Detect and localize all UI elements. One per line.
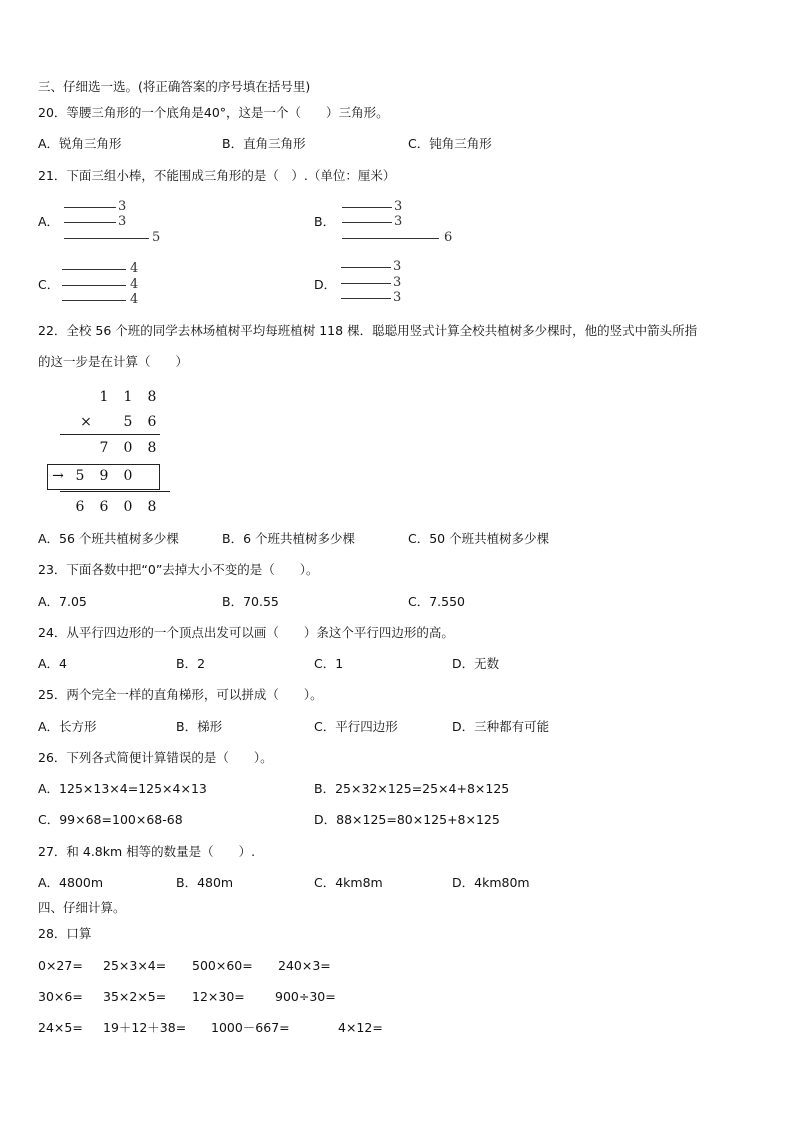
digit: 5 <box>123 414 133 430</box>
q22-option-a: A．56 个班共植树多少棵 <box>38 531 179 546</box>
problem: 35×2×5= <box>103 989 167 1004</box>
digit: 6 <box>75 499 85 515</box>
q21-option-a-letter: A． <box>38 214 60 229</box>
digit: 8 <box>147 440 157 456</box>
digit: 5 <box>75 468 85 484</box>
q25-stem: 25．两个完全一样的直角梯形，可以拼成（ ）。 <box>38 687 323 702</box>
q23-option-c: C．7.550 <box>408 594 466 609</box>
stick-length: 3 <box>393 290 402 305</box>
stick <box>341 267 391 268</box>
q27-option-c: C．4km8m <box>314 875 383 890</box>
stick-length: 3 <box>393 259 402 274</box>
stick <box>64 238 149 239</box>
q25-option-b: B．梯形 <box>176 719 223 734</box>
q21-stem: 21．下面三组小棒，不能围成三角形的是（ ）.（单位：厘米） <box>38 168 396 183</box>
q27-option-d: D．4km80m <box>452 875 530 890</box>
divider-line <box>60 434 160 435</box>
digit: 0 <box>123 499 133 515</box>
q27-option-b: B．480m <box>176 875 234 890</box>
problem: 25×3×4= <box>103 958 167 973</box>
digit: 7 <box>99 440 109 456</box>
q22-option-c: C．50 个班共植树多少棵 <box>408 531 550 546</box>
stick <box>62 269 126 270</box>
q22-stem-line1: 22．全校 56 个班的同学去林场植树平均每班植树 118 棵．聪聪用竖式计算全校共植树多少棵时，他的竖式中箭头所指 <box>38 323 698 338</box>
problem: 240×3= <box>278 958 331 973</box>
q27-stem: 27．和 4.8km 相等的数量是（ ）. <box>38 844 256 859</box>
problem: 12×30= <box>192 989 245 1004</box>
q25-option-d: D．三种都有可能 <box>452 719 550 734</box>
section-4-title: 四、仔细计算。 <box>38 900 126 915</box>
problem: 24×5= <box>38 1020 83 1035</box>
q20-option-a: A．锐角三角形 <box>38 136 122 151</box>
q21-option-d-letter: D． <box>314 277 337 292</box>
problem: 500×60= <box>192 958 253 973</box>
section-3-title: 三、仔细选一选。(将正确答案的序号填在括号里) <box>38 79 311 94</box>
problem: 900÷30= <box>275 989 336 1004</box>
stick <box>62 300 126 301</box>
stick <box>341 298 391 299</box>
stick-length: 5 <box>152 230 161 245</box>
stick <box>341 283 391 284</box>
q25-option-c: C．平行四边形 <box>314 719 398 734</box>
times-sign: × <box>80 414 92 430</box>
digit: 8 <box>147 499 157 515</box>
q26-option-b: B．25×32×125=25×4+8×125 <box>314 781 510 796</box>
divider-line <box>60 491 170 492</box>
problem: 30×6= <box>38 989 83 1004</box>
q20-option-b: B．直角三角形 <box>222 136 306 151</box>
q22-option-b: B．6 个班共植树多少棵 <box>222 531 356 546</box>
stick-length: 6 <box>444 230 453 245</box>
q25-option-a: A．长方形 <box>38 719 97 734</box>
stick <box>342 222 392 223</box>
q26-option-d: D．88×125=80×125+8×125 <box>314 812 500 827</box>
problem: 0×27= <box>38 958 83 973</box>
q21-option-b-letter: B． <box>314 214 336 229</box>
stick-length: 3 <box>118 214 127 229</box>
q23-stem: 23．下面各数中把“0”去掉大小不变的是（ ）。 <box>38 562 319 577</box>
q21-option-c-letter: C． <box>38 277 60 292</box>
stick-length: 4 <box>130 277 139 292</box>
digit: 0 <box>123 440 133 456</box>
problem: 19＋12＋38= <box>103 1020 187 1035</box>
stick <box>342 207 392 208</box>
stick <box>342 238 439 239</box>
problem: 1000－667= <box>211 1020 290 1035</box>
digit: 6 <box>99 499 109 515</box>
q24-option-b: B．2 <box>176 656 206 671</box>
problem: 4×12= <box>338 1020 383 1035</box>
q27-option-a: A．4800m <box>38 875 104 890</box>
digit: 6 <box>147 414 157 430</box>
stick-length: 3 <box>118 199 127 214</box>
stick <box>64 207 116 208</box>
stick <box>62 285 126 286</box>
stick-length: 3 <box>393 275 402 290</box>
q24-option-d: D．无数 <box>452 656 500 671</box>
stick-length: 4 <box>130 292 139 307</box>
q20-option-c: C．钝角三角形 <box>408 136 492 151</box>
q26-option-c: C．99×68=100×68-68 <box>38 812 183 827</box>
q26-stem: 26．下列各式简便计算错误的是（ ）。 <box>38 750 273 765</box>
digit: 8 <box>147 389 157 405</box>
stick-length: 3 <box>394 214 403 229</box>
digit: 9 <box>99 468 109 484</box>
q23-option-b: B．70.55 <box>222 594 279 609</box>
q24-option-c: C．1 <box>314 656 344 671</box>
stick-length: 3 <box>394 199 403 214</box>
q22-stem-line2: 的这一步是在计算（ ） <box>38 354 189 369</box>
digit: 1 <box>99 389 109 405</box>
stick-length: 4 <box>130 261 139 276</box>
digit: 1 <box>123 389 133 405</box>
arrow-icon: → <box>52 468 64 484</box>
q20-stem: 20．等腰三角形的一个底角是40°，这是一个（ ）三角形。 <box>38 105 389 120</box>
q26-option-a: A．125×13×4=125×4×13 <box>38 781 207 796</box>
q24-stem: 24．从平行四边形的一个顶点出发可以画（ ）条这个平行四边形的高。 <box>38 625 454 640</box>
q24-option-a: A．4 <box>38 656 68 671</box>
q28-stem: 28．口算 <box>38 926 92 941</box>
stick <box>64 222 116 223</box>
digit: 0 <box>123 468 133 484</box>
q23-option-a: A．7.05 <box>38 594 87 609</box>
